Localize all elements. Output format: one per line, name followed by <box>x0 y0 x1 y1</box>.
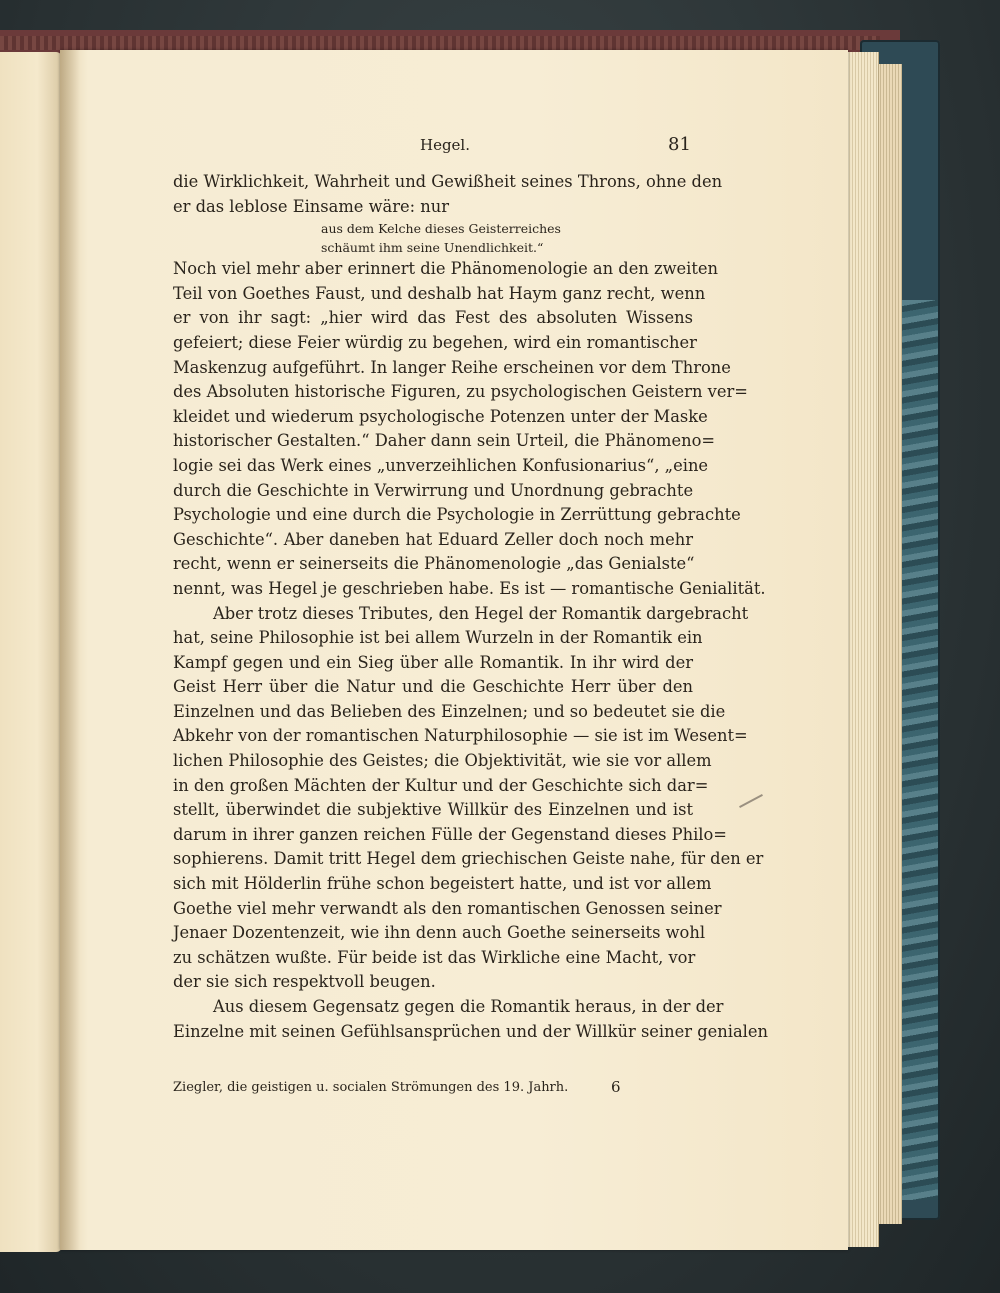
text-line: der sie sich respektvoll beugen. <box>173 972 436 992</box>
text-line: recht, wenn er seinerseits die Phänomenologie „das Genialste“ <box>173 554 695 574</box>
text-line: hat, seine Philosophie ist bei allem Wurzeln in der Romantik ein <box>173 628 703 648</box>
left-page-edge <box>0 52 62 1252</box>
text-line: durch die Geschichte in Verwirrung und Unordnung gebrachte <box>173 480 694 500</box>
text-line: sich mit Hölderlin frühe schon begeistert hatte, und ist vor allem <box>173 874 712 894</box>
text-line: zu schätzen wußte. Für beide ist das Wirkliche eine Macht, vor <box>173 947 696 967</box>
text-line: Maskenzug aufgeführt. In langer Reihe erscheinen vor dem Throne <box>173 357 731 377</box>
text-line: logie sei das Werk eines „unverzeihlichen Konfusionarius“, „eine <box>173 455 709 475</box>
text-line: nennt, was Hegel je geschrieben habe. Es ist — romantische Genialität. <box>173 578 766 598</box>
text-line: gefeiert; diese Feier würdig zu begehen, wird ein romantischer <box>173 332 697 352</box>
page-footer <box>173 1080 693 1095</box>
text-line: darum in ihrer ganzen reichen Fülle der Gegenstand dieses Philo= <box>173 824 727 844</box>
text-line: Goethe viel mehr verwandt als den romantischen Genossen seiner <box>173 898 722 918</box>
text-line: Geist Herr über die Natur und die Geschichte Herr über den <box>173 677 693 697</box>
text-line: die Wirklichkeit, Wahrheit und Gewißheit seines Throns, ohne den <box>173 172 723 191</box>
text-line: Noch viel mehr aber erinnert die Phänomenologie an den zweiten <box>173 259 719 279</box>
book-cover-pattern <box>0 36 880 50</box>
text-line: Einzelne mit seinen Gefühlsansprüchen und der Willkür seiner genialen <box>173 1021 769 1041</box>
text-line: Jenaer Dozentenzeit, wie ihn denn auch Goethe seinerseits wohl <box>173 923 706 943</box>
text-line: stellt, überwindet die subjektive Willkür des Einzelnen und ist <box>173 800 693 820</box>
text-line: historischer Gestalten.“ Daher dann sein Urteil, die Phänomeno= <box>173 431 716 451</box>
quote-line: aus dem Kelche dieses Geisterreiches <box>321 221 561 237</box>
text-line: Kampf gegen und ein Sieg über alle Romantik. In ihr wird der <box>173 652 693 672</box>
signature-line: Ziegler, die geistigen u. socialen Strömungen des 19. Jahrh. <box>173 1080 569 1095</box>
sheet-number: 6 <box>611 1078 621 1096</box>
text-line: Einzelnen und das Belieben des Einzelnen; und so bedeutet sie die <box>173 701 726 721</box>
text-line: Aber trotz dieses Tributes, den Hegel der Romantik dargebracht <box>213 603 749 623</box>
text-line: kleidet und wiederum psychologische Potenzen unter der Maske <box>173 406 708 426</box>
text-line: Geschichte“. Aber daneben hat Eduard Zeller doch noch mehr <box>173 529 693 549</box>
text-line: er von ihr sagt: „hier wird das Fest des absoluten Wissens <box>173 308 693 328</box>
text-line: des Absoluten historische Figuren, zu psychologischen Geistern ver= <box>173 382 748 402</box>
text-line: sophierens. Damit tritt Hegel dem griechischen Geiste nahe, für den er <box>173 849 764 869</box>
page-body <box>173 170 769 1044</box>
text-line: in den großen Mächten der Kultur und der Geschichte sich dar= <box>173 775 709 795</box>
text-line: er das leblose Einsame wäre: nur <box>173 196 450 216</box>
text-line: Psychologie und eine durch die Psychologie in Zerrüttung gebrachte <box>173 505 741 525</box>
text-line: lichen Philosophie des Geistes; die Objektivität, wie sie vor allem <box>173 751 712 771</box>
quote-line: schäumt ihm seine Unendlichkeit.“ <box>321 240 544 256</box>
text-line: Teil von Goethes Faust, und deshalb hat Haym ganz recht, wenn <box>173 283 706 303</box>
page-number: 81 <box>668 134 691 155</box>
text-line: Aus diesem Gegensatz gegen die Romantik heraus, in der der <box>213 997 724 1016</box>
gutter-shadow <box>60 50 80 1250</box>
marbled-cover-edge <box>902 300 938 1200</box>
running-head: Hegel. <box>420 136 471 154</box>
text-line: Abkehr von der romantischen Naturphilosophie — sie ist im Wesent= <box>173 726 748 746</box>
